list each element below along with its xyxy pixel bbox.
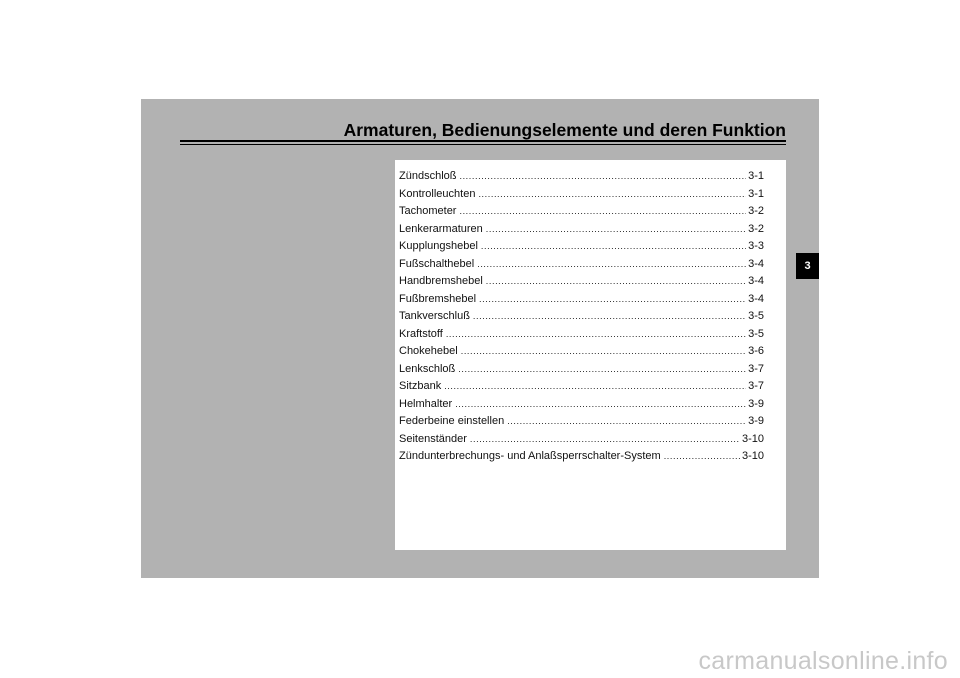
toc-leader-dots	[507, 416, 746, 426]
toc-entry-page: 3-4	[748, 275, 764, 287]
toc-leader-dots	[479, 294, 746, 304]
toc-entry[interactable]	[399, 240, 764, 258]
toc-entry[interactable]	[399, 275, 764, 293]
toc-entry-page: 3-2	[748, 222, 764, 235]
toc-entry-page: 3-4	[748, 257, 764, 270]
toc-entry-label: Zündschloß	[399, 170, 457, 182]
toc-entry-page: 3-9	[748, 415, 764, 427]
toc-entry[interactable]	[399, 188, 764, 206]
toc-leader-dots	[664, 451, 740, 461]
toc-entry-page: 3-10	[741, 450, 764, 462]
toc-entry-label: Tankverschluß	[399, 310, 470, 322]
toc-leader-dots	[459, 206, 746, 216]
toc-entry[interactable]	[399, 433, 764, 451]
toc-entry-label: Handbremshebel	[399, 275, 483, 287]
watermark: carmanualsonline.info	[698, 647, 948, 675]
toc-entry[interactable]	[399, 450, 764, 468]
toc-list	[399, 170, 764, 468]
chapter-tab-number: 3	[804, 260, 811, 272]
toc-leader-dots	[481, 241, 746, 251]
chapter-header	[180, 118, 786, 146]
toc-leader-dots	[473, 311, 746, 321]
toc-leader-dots	[446, 329, 746, 339]
toc-entry[interactable]	[399, 380, 764, 398]
toc-entry-label: Kontrolleuchten	[399, 187, 476, 200]
toc-leader-dots	[455, 399, 746, 409]
toc-entry-label: Federbeine einstellen	[399, 415, 505, 427]
toc-entry[interactable]	[399, 205, 764, 223]
toc-leader-dots	[444, 381, 746, 391]
toc-entry-page: 3-2	[748, 205, 764, 217]
toc-leader-dots	[458, 364, 746, 374]
toc-leader-dots	[478, 189, 746, 199]
toc-entry-label: Helmhalter	[399, 397, 453, 410]
toc-entry-label: Lenkerarmaturen	[399, 222, 483, 235]
toc-entry-page: 3-5	[748, 327, 764, 340]
toc-entry-label: Kupplungshebel	[399, 240, 478, 252]
toc-entry-page: 3-6	[748, 345, 764, 357]
toc-entry-page: 3-1	[748, 187, 764, 200]
toc-entry-label: Fußbremshebel	[399, 292, 477, 305]
toc-entry[interactable]	[399, 223, 764, 241]
toc-leader-dots	[486, 276, 746, 286]
toc-entry-page: 3-9	[748, 397, 764, 410]
toc-entry[interactable]	[399, 328, 764, 346]
toc-entry-page: 3-3	[748, 240, 764, 252]
toc-entry[interactable]	[399, 398, 764, 416]
toc-entry-page: 3-7	[748, 362, 764, 375]
toc-entry[interactable]	[399, 415, 764, 433]
toc-entry-page: 3-1	[748, 170, 764, 182]
toc-entry[interactable]	[399, 170, 764, 188]
toc-entry-label: Sitzbank	[399, 380, 442, 392]
toc-entry[interactable]	[399, 345, 764, 363]
toc-entry-label: Tachometer	[399, 205, 457, 217]
toc-leader-dots	[459, 171, 746, 181]
toc-entry-label: Chokehebel	[399, 345, 458, 357]
toc-entry-label: Lenkschloß	[399, 362, 456, 375]
toc-entry[interactable]	[399, 293, 764, 311]
title-rule-thick	[180, 140, 786, 142]
table-of-contents	[395, 160, 786, 550]
chapter-tab	[796, 253, 819, 279]
chapter-title: Armaturen, Bedienungselemente und deren Funktion	[343, 120, 786, 140]
toc-leader-dots	[486, 224, 746, 234]
toc-entry-label: Seitenständer	[399, 432, 467, 445]
toc-entry[interactable]	[399, 363, 764, 381]
title-rule-thin	[180, 144, 786, 145]
toc-entry-label: Kraftstoff	[399, 327, 443, 340]
toc-entry-label: Fußschalthebel	[399, 257, 475, 270]
toc-entry[interactable]	[399, 310, 764, 328]
toc-entry-page: 3-10	[741, 432, 764, 445]
toc-entry-label: Zündunterbrechungs- und Anlaßsperrschalter-System	[399, 450, 661, 462]
toc-entry-page: 3-5	[748, 310, 764, 322]
toc-entry[interactable]	[399, 258, 764, 276]
toc-leader-dots	[477, 259, 746, 269]
toc-leader-dots	[461, 346, 746, 356]
toc-entry-page: 3-4	[748, 292, 764, 305]
toc-leader-dots	[470, 434, 740, 444]
toc-entry-page: 3-7	[748, 380, 764, 392]
